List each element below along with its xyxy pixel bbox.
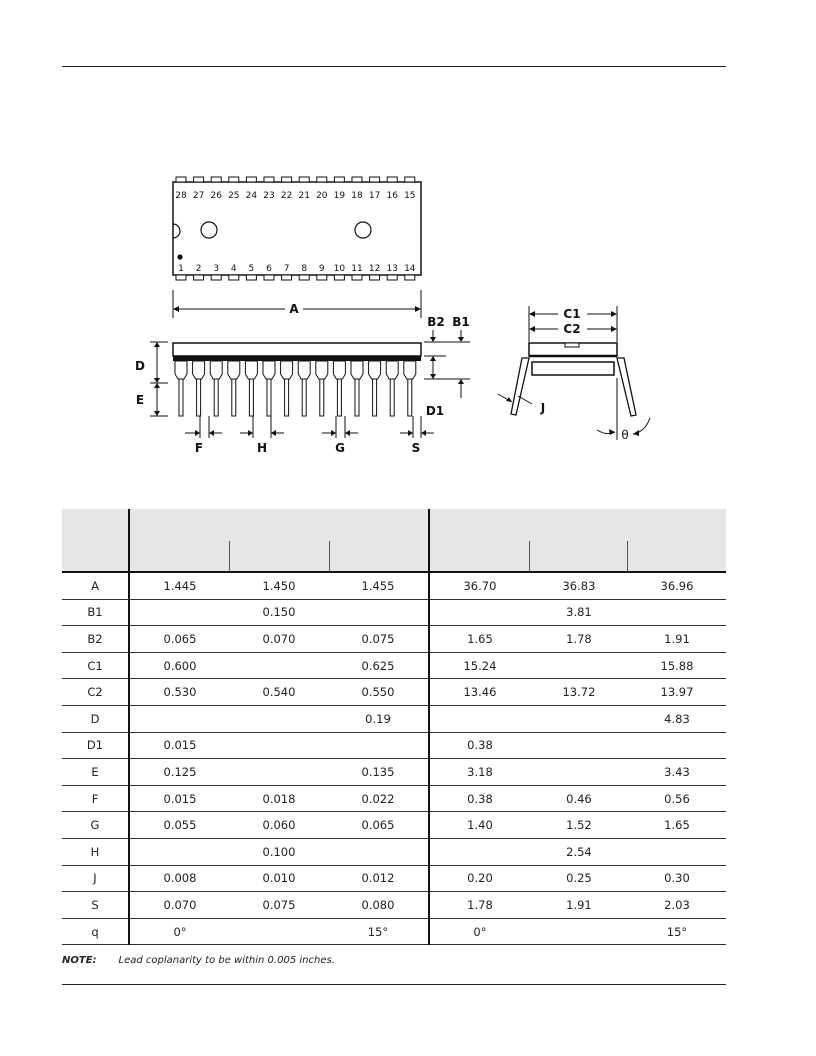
bottom-pin-stub [299,275,309,280]
inch-value: 0.060 [230,812,328,839]
inch-value: 0.075 [230,892,328,919]
inch-value: 0.015 [129,732,230,759]
inch-value: 1.455 [328,572,429,599]
top-pin-stub [229,177,239,182]
mm-value: 0.46 [530,785,628,812]
mm-value [628,838,726,865]
inch-value: 0.010 [230,865,328,892]
inch-value [230,652,328,679]
side-lead [333,361,345,416]
pin-number: 9 [318,264,325,274]
mm-value: 0.30 [628,865,726,892]
inch-value: 15° [328,918,429,945]
bottom-pin-stub [405,275,415,280]
pin-number: 19 [333,191,346,201]
pin-number: 28 [175,191,187,201]
inch-value [230,918,328,945]
dim-label-B1: B1 [452,315,470,329]
mm-value: 36.83 [530,572,628,599]
mm-value: 13.97 [628,679,726,706]
pin-number: 4 [230,264,237,274]
bottom-pin-stub [264,275,274,280]
side-lead [316,361,328,416]
inch-value [230,732,328,759]
pin-number: 14 [404,264,416,274]
pin-number: 16 [386,191,398,201]
inch-value [129,599,230,626]
mm-value: 0° [429,918,530,945]
dim-label-A: A [289,302,299,316]
side-lead [263,361,275,416]
note-label: NOTE: [62,955,97,966]
pin-number: 24 [245,191,258,201]
table-row [62,652,726,679]
inch-value [230,705,328,732]
top-pin-stub [352,177,362,182]
mm-value [429,599,530,626]
inch-value: 0.012 [328,865,429,892]
dim-label-B2: B2 [427,315,445,329]
side-lead [281,361,293,416]
mm-value: 1.78 [530,626,628,653]
mm-value: 3.81 [530,599,628,626]
mm-value: 1.78 [429,892,530,919]
dimension-symbol: G [62,812,129,839]
mm-value: 1.40 [429,812,530,839]
side-lead [369,361,381,416]
pin-number: 12 [368,264,381,274]
top-pin-stub [317,177,327,182]
pin-number: 15 [404,191,416,201]
top-pin-stub [405,177,415,182]
table-row [62,785,726,812]
mm-value: 1.52 [530,812,628,839]
table-row [62,892,726,919]
pin-number: 13 [386,264,398,274]
inch-value: 0.135 [328,759,429,786]
inch-value: 0.530 [129,679,230,706]
inch-value: 0.065 [328,812,429,839]
pin-number: 22 [280,191,293,201]
dim-label-F: F [194,441,204,455]
side-lead [228,361,240,416]
table-row [62,599,726,626]
inch-value: 0.018 [230,785,328,812]
inch-value: 0.075 [328,626,429,653]
inch-value: 0.625 [328,652,429,679]
mm-value [530,732,628,759]
mm-value: 13.72 [530,679,628,706]
pin-number: 2 [195,264,202,274]
mm-value: 1.65 [429,626,530,653]
inch-value: 0.600 [129,652,230,679]
table-row [62,759,726,786]
mm-value [429,838,530,865]
dimension-symbol: A [62,572,129,599]
dimension-symbol: C1 [62,652,129,679]
package-side-view [135,290,470,455]
inch-value [328,599,429,626]
pin-number: 17 [368,191,381,201]
pin-number: 7 [283,264,290,274]
bottom-pin-stub [352,275,362,280]
pin-number: 8 [301,264,308,274]
inch-value [230,759,328,786]
table-row [62,838,726,865]
inch-value: 0.070 [230,626,328,653]
side-lead [245,361,257,416]
dim-label-theta: θ [621,428,629,442]
mm-value: 0.20 [429,865,530,892]
bottom-pin-stub [211,275,221,280]
dim-label-S: S [411,441,421,455]
dim-label-D: D [135,359,145,373]
side-body [173,343,421,356]
inch-value: 0.19 [328,705,429,732]
pin-number: 20 [316,191,328,201]
top-pin-stub [194,177,204,182]
side-lead [404,361,416,416]
package-drawing [0,0,816,470]
dim-label-J: J [540,401,546,415]
inch-value [328,838,429,865]
pin-number: 26 [210,191,222,201]
pin-number: 6 [266,264,272,274]
dim-label-C2: C2 [563,322,581,336]
mm-value: 0.25 [530,865,628,892]
dimension-symbol: B2 [62,626,129,653]
bottom-pin-stub [246,275,256,280]
inch-value: 0° [129,918,230,945]
side-lead [298,361,310,416]
dimension-symbol: F [62,785,129,812]
pin1-dot [177,254,182,259]
mm-value [530,652,628,679]
mm-value [429,705,530,732]
pin-number: 5 [248,264,255,274]
inch-value: 0.125 [129,759,230,786]
dimension-table [62,509,726,945]
note-text: Lead coplanarity to be within 0.005 inches. [118,955,335,966]
pin-number: 1 [178,264,184,274]
inch-value: 0.080 [328,892,429,919]
table-row [62,732,726,759]
dimension-symbol: E [62,759,129,786]
inch-value: 0.550 [328,679,429,706]
dim-label-C1: C1 [563,307,581,321]
top-pin-stub [387,177,397,182]
dimension-symbol: D [62,705,129,732]
pin-number: 21 [298,191,310,201]
dimension-symbol: S [62,892,129,919]
bottom-pin-stub [282,275,292,280]
inch-value: 1.450 [230,572,328,599]
mm-value [628,599,726,626]
pin-number: 10 [333,264,346,274]
table-row [62,705,726,732]
bottom-pin-stub [176,275,186,280]
mm-value: 3.18 [429,759,530,786]
mm-value: 15.88 [628,652,726,679]
mm-value: 0.38 [429,732,530,759]
dimension-symbol: C2 [62,679,129,706]
inch-value: 1.445 [129,572,230,599]
pin-number: 27 [192,191,205,201]
inch-value: 0.070 [129,892,230,919]
top-pin-stub [246,177,256,182]
dim-label-D1: D1 [425,404,445,418]
bottom-pin-stub [370,275,380,280]
package-top-view [173,177,421,280]
inch-value: 0.022 [328,785,429,812]
pin-number: 23 [263,191,275,201]
mm-value: 0.38 [429,785,530,812]
top-pin-stub [299,177,309,182]
dim-label-H: H [256,441,268,455]
dimension-symbol: J [62,865,129,892]
mm-value: 4.83 [628,705,726,732]
inch-value: 0.055 [129,812,230,839]
side-lead [386,361,398,416]
dim-label-E: E [135,393,145,407]
mm-value: 15.24 [429,652,530,679]
inch-value: 0.065 [129,626,230,653]
mm-value: 2.03 [628,892,726,919]
inch-value: 0.150 [230,599,328,626]
side-lead [193,361,205,416]
bottom-pin-stub [334,275,344,280]
top-pin-stub [211,177,221,182]
mm-value: 36.96 [628,572,726,599]
bottom-rule [62,984,726,985]
mm-value [530,759,628,786]
mm-value: 2.54 [530,838,628,865]
table-row [62,812,726,839]
pin-number: 11 [351,264,363,274]
mm-value: 1.91 [628,626,726,653]
inch-value [129,838,230,865]
table-row [62,865,726,892]
pin-number: 3 [213,264,220,274]
top-pin-stub [264,177,274,182]
table-row [62,572,726,599]
dimension-symbol: H [62,838,129,865]
mm-value: 3.43 [628,759,726,786]
side-lead [175,361,187,416]
mm-value: 36.70 [429,572,530,599]
table-header-row [62,509,726,572]
mm-value: 13.46 [429,679,530,706]
side-lead [210,361,222,416]
side-lead [351,361,363,416]
top-pin-stub [334,177,344,182]
bottom-pin-stub [317,275,327,280]
top-pin-stub [176,177,186,182]
mm-value [628,732,726,759]
mm-value [530,918,628,945]
mm-value: 1.91 [530,892,628,919]
mm-value: 15° [628,918,726,945]
mm-value: 1.65 [628,812,726,839]
top-pin-stub [282,177,292,182]
dimension-symbol: B1 [62,599,129,626]
top-pin-stub [370,177,380,182]
inch-value: 0.100 [230,838,328,865]
inch-value: 0.540 [230,679,328,706]
package-end-view [498,306,650,442]
inch-value [129,705,230,732]
dim-label-G: G [335,441,345,455]
bottom-pin-stub [387,275,397,280]
inch-value: 0.008 [129,865,230,892]
bottom-pin-stub [229,275,239,280]
pin-number: 25 [228,191,240,201]
mm-value [530,705,628,732]
dimension-symbol: q [62,918,129,945]
table-row [62,679,726,706]
table-row [62,918,726,945]
table-row [62,626,726,653]
inch-value [328,732,429,759]
mm-value: 0.56 [628,785,726,812]
footnote [62,955,335,966]
bottom-pin-stub [194,275,204,280]
inch-value: 0.015 [129,785,230,812]
pin-number: 18 [351,191,363,201]
dimension-symbol: D1 [62,732,129,759]
